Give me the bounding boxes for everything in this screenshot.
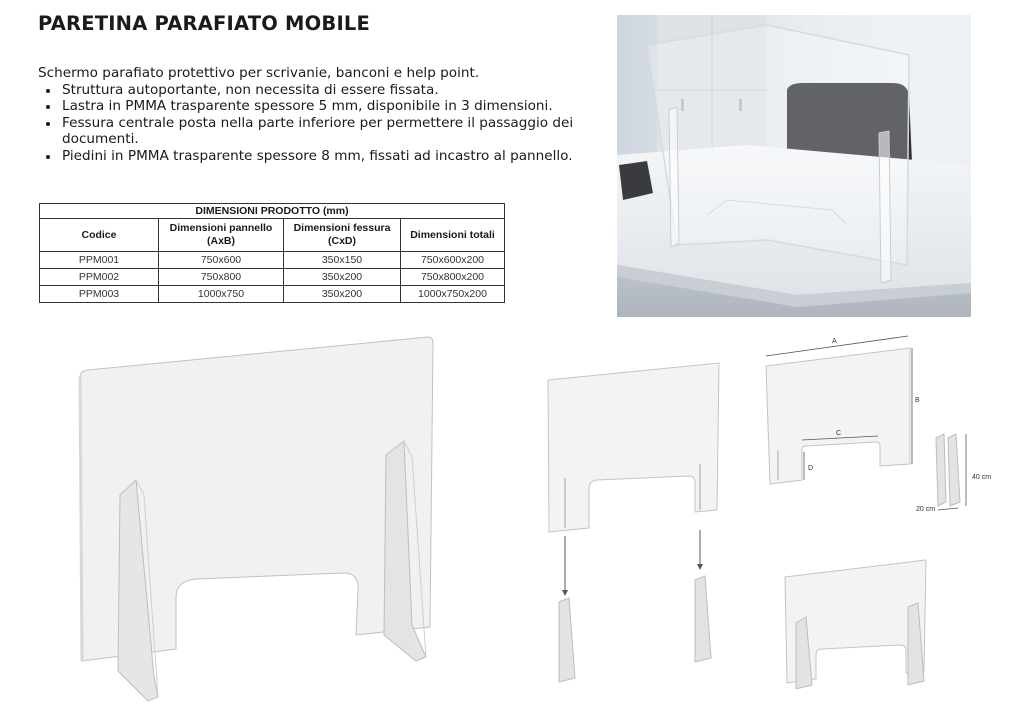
dim-label-b: B [915,397,920,404]
table-caption: DIMENSIONI PRODOTTO (mm) [40,204,505,219]
column-header-fessura: Dimensioni fessura (CxD) [284,219,401,252]
dim-label-foot-height: 40 cm [972,474,992,481]
assembled-shield-drawing [782,557,932,689]
table-cell: 1000x750x200 [401,286,505,303]
table-cell: PPM001 [40,252,159,269]
assembly-diagram [545,360,725,690]
column-header-pannello: Dimensioni pannello (AxB) [159,219,284,252]
table-cell: PPM002 [40,269,159,286]
dimensions-table [39,203,505,303]
table-row [40,269,505,286]
table-cell: 750x600 [159,252,284,269]
intro-text: Schermo parafiato protettivo per scrivanie, banconi e help point. [38,65,480,81]
table-cell: 350x200 [284,286,401,303]
table-cell: 750x800 [159,269,284,286]
feature-item: • Piedini in PMMA trasparente spessore 8 mm, fissati ad incastro al pannello. [60,148,598,165]
feature-list [38,82,598,165]
table-cell: 750x600x200 [401,252,505,269]
shield-3d-drawing [76,335,438,703]
column-header-codice: Codice [40,219,159,252]
dimension-diagram [760,330,1010,520]
dim-label-a: A [832,338,837,345]
feature-item: • Fessura centrale posta nella parte inferiore per permettere il passaggio dei documenti. [60,115,598,148]
product-description [38,65,598,165]
column-header-totali: Dimensioni totali [401,219,505,252]
table-row [40,286,505,303]
table-cell: 350x200 [284,269,401,286]
table-cell: 350x150 [284,252,401,269]
table-cell: PPM003 [40,286,159,303]
dim-label-foot-depth: 20 cm [916,506,936,513]
table-cell: 750x800x200 [401,269,505,286]
feature-item: • Lastra in PMMA trasparente spessore 5 mm, disponibile in 3 dimensioni. [60,98,598,115]
table-cell: 1000x750 [159,286,284,303]
office-desk-photo [617,15,971,317]
table-row [40,252,505,269]
dim-label-d: D [808,465,814,472]
dim-label-c: C [836,430,842,437]
feature-item: • Struttura autoportante, non necessita di essere fissata. [60,82,598,99]
page-title: PARETINA PARAFIATO MOBILE [38,12,371,35]
